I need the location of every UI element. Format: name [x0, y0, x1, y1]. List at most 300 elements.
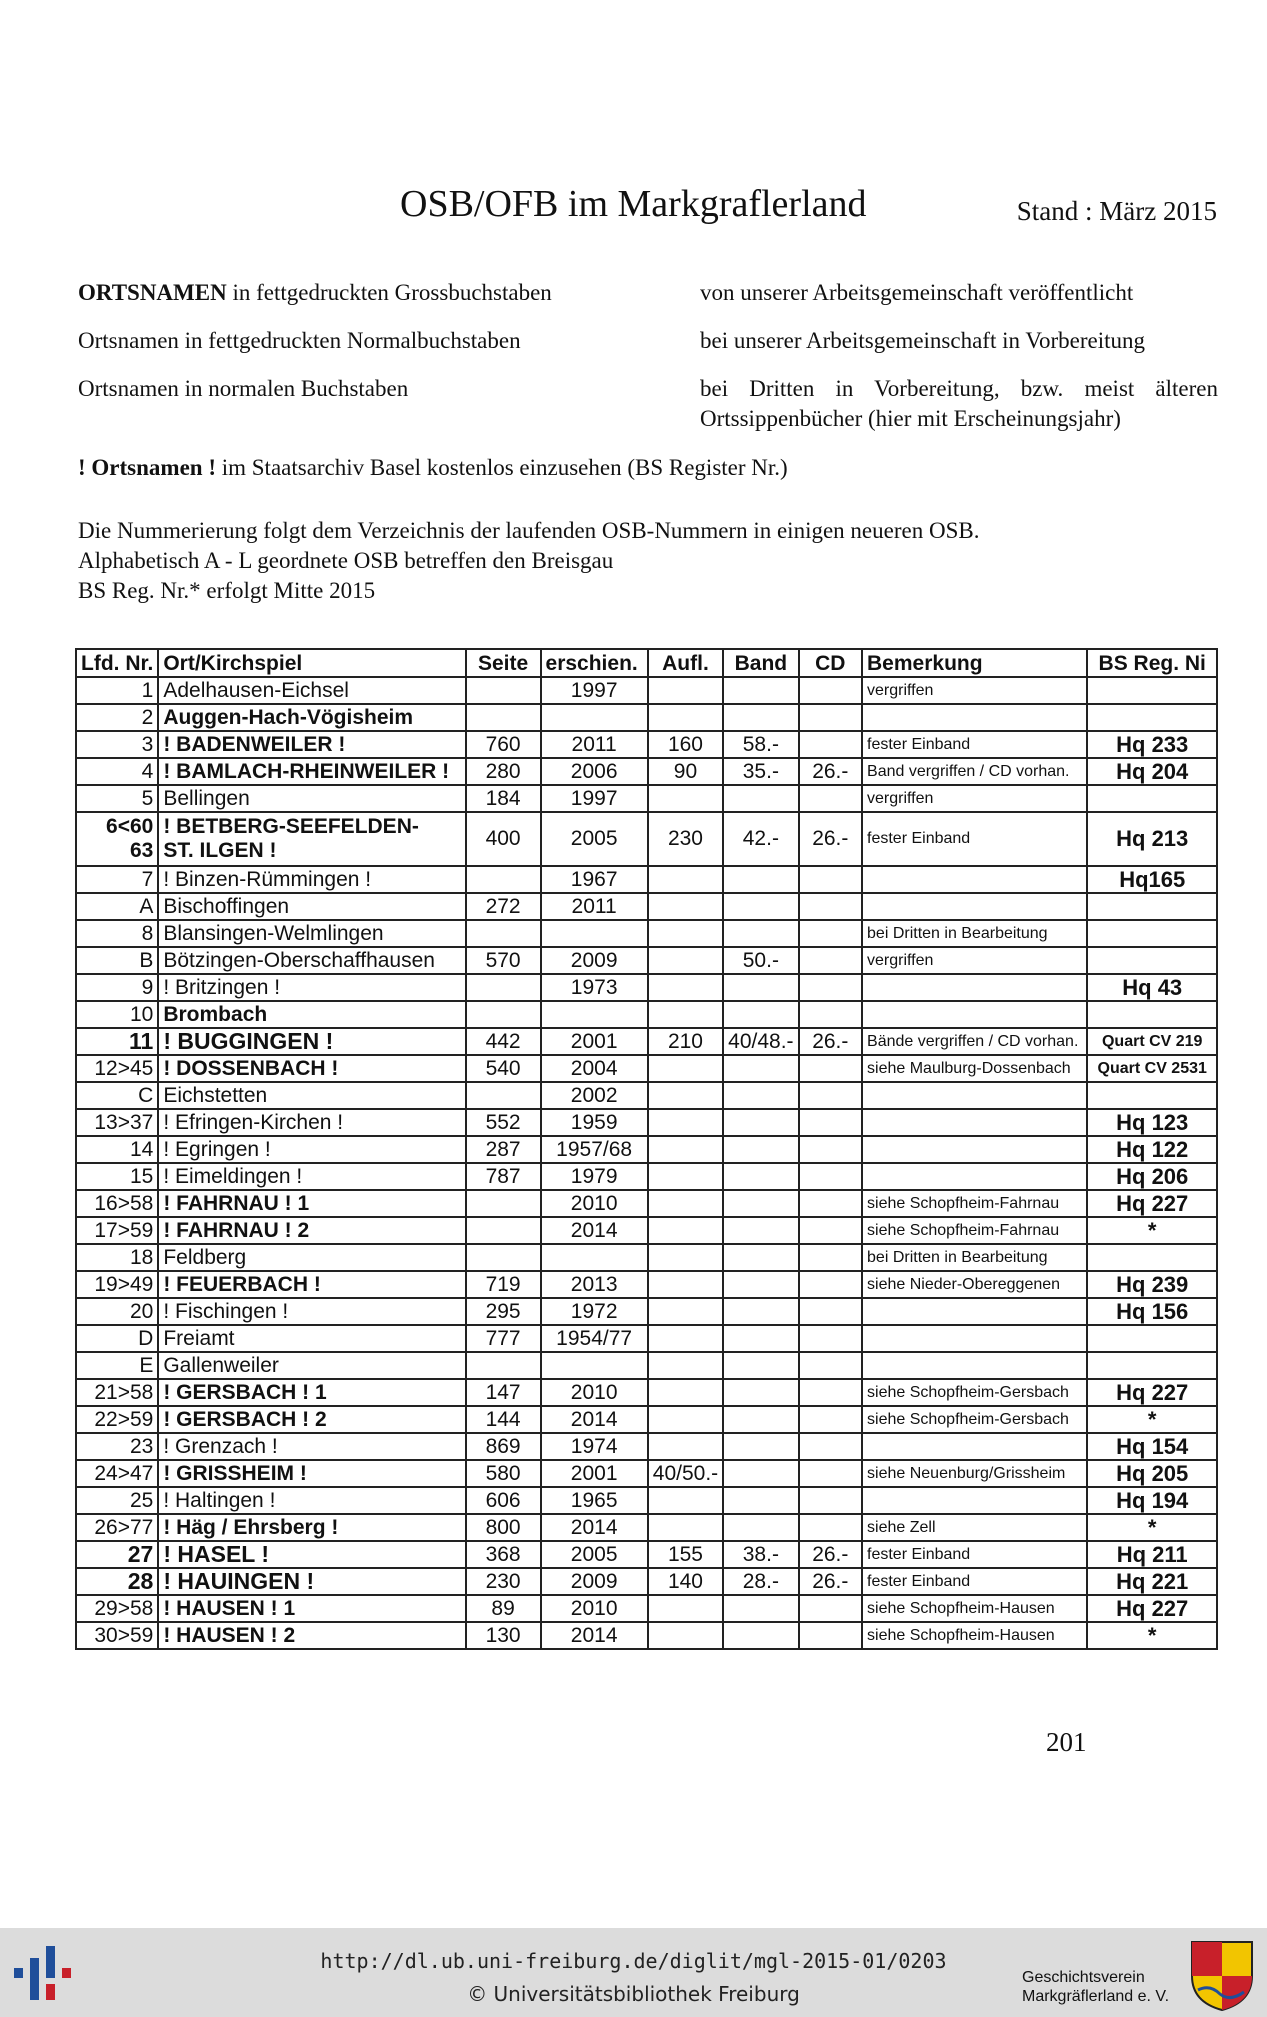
- cell-bemerkung: Band vergriffen / CD vorhan.: [862, 758, 1087, 785]
- cell-lfd: 16>58: [76, 1190, 158, 1217]
- cell-cd: [799, 1244, 862, 1271]
- cell-aufl: [648, 1055, 723, 1082]
- cell-bemerkung: siehe Schopfheim-Hausen: [862, 1595, 1087, 1622]
- cell-bs: Hq 204: [1087, 758, 1217, 785]
- cell-cd: [799, 1325, 862, 1352]
- cell-bemerkung: bei Dritten in Bearbeitung: [862, 1244, 1087, 1271]
- footer-copyright: © Universitätsbibliothek Freiburg: [467, 1982, 800, 2006]
- legend-row: [78, 374, 1218, 434]
- cell-bemerkung: siehe Schopfheim-Hausen: [862, 1622, 1087, 1649]
- cell-aufl: [648, 1136, 723, 1163]
- cell-lfd: 8: [76, 920, 158, 947]
- header-aufl: Aufl.: [648, 649, 723, 677]
- cell-aufl: [648, 785, 723, 812]
- cell-seite: 442: [466, 1028, 541, 1055]
- cell-bemerkung: fester Einband: [862, 812, 1087, 866]
- cell-seite: 130: [466, 1622, 541, 1649]
- cell-lfd: 1: [76, 677, 158, 704]
- bs-note-bold: ! Ortsnamen !: [78, 455, 216, 480]
- cell-bs: [1087, 920, 1217, 947]
- cell-erschienen: 1967: [541, 866, 648, 893]
- cell-lfd: 27: [76, 1541, 158, 1568]
- cell-aufl: [648, 1190, 723, 1217]
- cell-cd: [799, 1298, 862, 1325]
- cell-aufl: [648, 1514, 723, 1541]
- cell-cd: [799, 731, 862, 758]
- cell-bs: Quart CV 2531: [1087, 1055, 1217, 1082]
- cell-band: [723, 1487, 798, 1514]
- cell-erschienen: 2001: [541, 1460, 648, 1487]
- cell-erschienen: [541, 1244, 648, 1271]
- cell-bemerkung: vergriffen: [862, 947, 1087, 974]
- cell-ort: ! FEUERBACH !: [158, 1271, 465, 1298]
- intro-line: Alphabetisch A - L geordnete OSB betreffen den Breisgau: [78, 548, 614, 573]
- cell-bs: *: [1087, 1514, 1217, 1541]
- cell-erschienen: 1957/68: [541, 1136, 648, 1163]
- cell-ort: Bischoffingen: [158, 893, 465, 920]
- cell-erschienen: 2011: [541, 731, 648, 758]
- intro-line: Die Nummerierung folgt dem Verzeichnis der laufenden OSB-Nummern in einigen neueren OSB.: [78, 518, 980, 543]
- cell-ort: ! HAUINGEN !: [158, 1568, 465, 1595]
- cell-ort: ! HAUSEN ! 1: [158, 1595, 465, 1622]
- cell-cd: [799, 1622, 862, 1649]
- cell-seite: 147: [466, 1379, 541, 1406]
- cell-ort: ! GRISSHEIM !: [158, 1460, 465, 1487]
- society-crest-icon: [1190, 1940, 1254, 2012]
- cell-cd: [799, 785, 862, 812]
- cell-bemerkung: [862, 1433, 1087, 1460]
- cell-band: [723, 920, 798, 947]
- cell-bemerkung: siehe Neuenburg/Grissheim: [862, 1460, 1087, 1487]
- cell-aufl: [648, 1595, 723, 1622]
- cell-aufl: [648, 947, 723, 974]
- cell-bs: Hq 206: [1087, 1163, 1217, 1190]
- cell-erschienen: 2009: [541, 947, 648, 974]
- cell-bemerkung: [862, 866, 1087, 893]
- cell-ort: Freiamt: [158, 1325, 465, 1352]
- cell-bemerkung: siehe Schopfheim-Fahrnau: [862, 1190, 1087, 1217]
- table-row: [76, 1406, 1217, 1433]
- cell-erschienen: 1974: [541, 1433, 648, 1460]
- cell-bs: *: [1087, 1622, 1217, 1649]
- cell-bs: [1087, 1352, 1217, 1379]
- cell-ort: ! HASEL !: [158, 1541, 465, 1568]
- cell-bs: Hq165: [1087, 866, 1217, 893]
- cell-bs: Quart CV 219: [1087, 1028, 1217, 1055]
- cell-ort: Bellingen: [158, 785, 465, 812]
- table-row: [76, 1028, 1217, 1055]
- table-row: [76, 731, 1217, 758]
- cell-band: 50.-: [723, 947, 798, 974]
- legend: [78, 278, 1218, 434]
- cell-cd: [799, 1055, 862, 1082]
- status-date: Stand : März 2015: [1016, 196, 1217, 226]
- table-row: [76, 1352, 1217, 1379]
- cell-ort: Adelhausen-Eichsel: [158, 677, 465, 704]
- cell-bemerkung: [862, 1163, 1087, 1190]
- cell-ort-line: ST. ILGEN !: [163, 839, 277, 862]
- cell-band: [723, 1622, 798, 1649]
- cell-aufl: [648, 1109, 723, 1136]
- cell-band: 40/48.-: [723, 1028, 798, 1055]
- cell-lfd: 3: [76, 731, 158, 758]
- cell-lfd: 22>59: [76, 1406, 158, 1433]
- cell-aufl: 140: [648, 1568, 723, 1595]
- cell-seite: 280: [466, 758, 541, 785]
- cell-bs: [1087, 704, 1217, 731]
- page-number: 201: [1046, 1727, 1087, 1757]
- cell-aufl: [648, 1325, 723, 1352]
- cell-seite: 760: [466, 731, 541, 758]
- cell-aufl: [648, 1217, 723, 1244]
- cell-seite: 287: [466, 1136, 541, 1163]
- cell-bs: [1087, 785, 1217, 812]
- table-row: [76, 785, 1217, 812]
- cell-cd: [799, 1271, 862, 1298]
- cell-ort: ! GERSBACH ! 2: [158, 1406, 465, 1433]
- legend-meaning: bei unserer Arbeitsgemeinschaft in Vorbereitung: [700, 328, 1145, 353]
- header-seite: Seite: [466, 649, 541, 677]
- intro-text: [78, 516, 979, 606]
- cell-erschienen: 2014: [541, 1514, 648, 1541]
- cell-lfd: [76, 812, 158, 866]
- cell-aufl: [648, 1082, 723, 1109]
- cell-bemerkung: siehe Schopfheim-Gersbach: [862, 1379, 1087, 1406]
- cell-lfd: 20: [76, 1298, 158, 1325]
- cell-erschienen: 2005: [541, 1541, 648, 1568]
- cell-erschienen: 2005: [541, 812, 648, 866]
- cell-cd: [799, 1163, 862, 1190]
- cell-seite: 869: [466, 1433, 541, 1460]
- cell-ort: ! BAMLACH-RHEINWEILER !: [158, 758, 465, 785]
- cell-band: 42.-: [723, 812, 798, 866]
- cell-aufl: [648, 677, 723, 704]
- cell-band: [723, 1244, 798, 1271]
- table-row: [76, 812, 1217, 866]
- cell-cd: 26.-: [799, 758, 862, 785]
- cell-erschienen: 2011: [541, 893, 648, 920]
- cell-ort: Feldberg: [158, 1244, 465, 1271]
- cell-band: [723, 1406, 798, 1433]
- cell-cd: [799, 920, 862, 947]
- cell-band: [723, 1379, 798, 1406]
- cell-band: [723, 1082, 798, 1109]
- legend-key-bold: ORTSNAMEN: [78, 280, 227, 305]
- cell-band: 35.-: [723, 758, 798, 785]
- cell-erschienen: 2014: [541, 1406, 648, 1433]
- cell-bs: [1087, 947, 1217, 974]
- cell-seite: 295: [466, 1298, 541, 1325]
- table-row: [76, 1082, 1217, 1109]
- cell-bs: Hq 194: [1087, 1487, 1217, 1514]
- cell-ort: ! DOSSENBACH !: [158, 1055, 465, 1082]
- cell-seite: 777: [466, 1325, 541, 1352]
- cell-seite: [466, 1244, 541, 1271]
- cell-bs: Hq 205: [1087, 1460, 1217, 1487]
- cell-bemerkung: siehe Maulburg-Dossenbach: [862, 1055, 1087, 1082]
- cell-aufl: 90: [648, 758, 723, 785]
- cell-aufl: [648, 1433, 723, 1460]
- cell-seite: 144: [466, 1406, 541, 1433]
- cell-bemerkung: [862, 1487, 1087, 1514]
- cell-band: [723, 1109, 798, 1136]
- cell-aufl: 155: [648, 1541, 723, 1568]
- cell-ort: ! Fischingen !: [158, 1298, 465, 1325]
- cell-lfd: C: [76, 1082, 158, 1109]
- cell-erschienen: 1973: [541, 974, 648, 1001]
- table-row: [76, 1460, 1217, 1487]
- table-row: [76, 1190, 1217, 1217]
- cell-cd: [799, 1406, 862, 1433]
- cell-erschienen: [541, 1352, 648, 1379]
- cell-ort: ! FAHRNAU ! 1: [158, 1190, 465, 1217]
- cell-cd: [799, 1379, 862, 1406]
- cell-band: [723, 866, 798, 893]
- cell-aufl: [648, 974, 723, 1001]
- cell-erschienen: 2013: [541, 1271, 648, 1298]
- cell-seite: 800: [466, 1514, 541, 1541]
- table-row: [76, 947, 1217, 974]
- cell-ort: Eichstetten: [158, 1082, 465, 1109]
- cell-band: [723, 1163, 798, 1190]
- cell-cd: [799, 1352, 862, 1379]
- cell-aufl: [648, 1622, 723, 1649]
- cell-lfd: 2: [76, 704, 158, 731]
- cell-erschienen: 1972: [541, 1298, 648, 1325]
- cell-erschienen: [541, 1001, 648, 1028]
- cell-seite: [466, 1082, 541, 1109]
- cell-cd: 26.-: [799, 1541, 862, 1568]
- cell-cd: 26.-: [799, 1028, 862, 1055]
- table-row: [76, 1514, 1217, 1541]
- cell-cd: 26.-: [799, 812, 862, 866]
- cell-aufl: [648, 1271, 723, 1298]
- cell-cd: [799, 704, 862, 731]
- cell-band: [723, 1217, 798, 1244]
- cell-band: [723, 1514, 798, 1541]
- cell-ort: ! Egringen !: [158, 1136, 465, 1163]
- cell-seite: [466, 1001, 541, 1028]
- cell-bemerkung: [862, 1352, 1087, 1379]
- cell-aufl: [648, 893, 723, 920]
- cell-ort: ! Haltingen !: [158, 1487, 465, 1514]
- cell-band: [723, 785, 798, 812]
- cell-band: [723, 1190, 798, 1217]
- table-row: [76, 1001, 1217, 1028]
- cell-band: [723, 1460, 798, 1487]
- cell-lfd: 5: [76, 785, 158, 812]
- cell-seite: [466, 1190, 541, 1217]
- cell-aufl: [648, 1379, 723, 1406]
- table-row: [76, 920, 1217, 947]
- cell-seite: 400: [466, 812, 541, 866]
- cell-erschienen: 2010: [541, 1379, 648, 1406]
- table-row: [76, 1325, 1217, 1352]
- cell-ort: Gallenweiler: [158, 1352, 465, 1379]
- cell-lfd: B: [76, 947, 158, 974]
- cell-bs: Hq 227: [1087, 1595, 1217, 1622]
- cell-seite: [466, 866, 541, 893]
- cell-bs: *: [1087, 1217, 1217, 1244]
- cell-erschienen: 2010: [541, 1190, 648, 1217]
- cell-aufl: [648, 1352, 723, 1379]
- cell-band: [723, 1055, 798, 1082]
- cell-lfd: 18: [76, 1244, 158, 1271]
- cell-bs: Hq 43: [1087, 974, 1217, 1001]
- cell-bs: Hq 213: [1087, 812, 1217, 866]
- table-row: [76, 866, 1217, 893]
- osb-table: [75, 648, 1218, 1650]
- cell-erschienen: 2004: [541, 1055, 648, 1082]
- table-row: [76, 1541, 1217, 1568]
- cell-erschienen: 1959: [541, 1109, 648, 1136]
- cell-aufl: [648, 1001, 723, 1028]
- table-row: [76, 1379, 1217, 1406]
- cell-erschienen: 1965: [541, 1487, 648, 1514]
- cell-bs: Hq 122: [1087, 1136, 1217, 1163]
- cell-bs: [1087, 677, 1217, 704]
- cell-lfd: 24>47: [76, 1460, 158, 1487]
- cell-bemerkung: [862, 1325, 1087, 1352]
- cell-bemerkung: [862, 1136, 1087, 1163]
- intro-line: BS Reg. Nr.* erfolgt Mitte 2015: [78, 578, 376, 603]
- cell-erschienen: 2002: [541, 1082, 648, 1109]
- legend-key: [78, 278, 700, 308]
- cell-erschienen: 1997: [541, 785, 648, 812]
- cell-band: [723, 677, 798, 704]
- cell-band: [723, 704, 798, 731]
- cell-cd: [799, 1487, 862, 1514]
- cell-band: 28.-: [723, 1568, 798, 1595]
- cell-lfd: 30>59: [76, 1622, 158, 1649]
- cell-lfd: 29>58: [76, 1595, 158, 1622]
- cell-seite: 580: [466, 1460, 541, 1487]
- cell-bs: Hq 227: [1087, 1379, 1217, 1406]
- cell-bemerkung: [862, 1082, 1087, 1109]
- cell-ort: ! FAHRNAU ! 2: [158, 1217, 465, 1244]
- cell-bemerkung: [862, 1001, 1087, 1028]
- cell-band: [723, 1298, 798, 1325]
- cell-lfd: 26>77: [76, 1514, 158, 1541]
- cell-seite: 272: [466, 893, 541, 920]
- legend-meaning: bei Dritten in Vorbereitung, bzw. meist älteren Ortssippenbücher (hier mit Erscheinungsjahr): [700, 376, 1218, 431]
- cell-lfd: 28: [76, 1568, 158, 1595]
- cell-bemerkung: fester Einband: [862, 731, 1087, 758]
- cell-ort: ! BUGGINGEN !: [158, 1028, 465, 1055]
- footer: [0, 1928, 1267, 2017]
- cell-seite: 719: [466, 1271, 541, 1298]
- cell-ort: ! BADENWEILER !: [158, 731, 465, 758]
- cell-cd: [799, 1082, 862, 1109]
- table-row: [76, 974, 1217, 1001]
- page-title: OSB/OFB im Markgraflerland: [400, 183, 867, 225]
- header-bemerkung: Bemerkung: [862, 649, 1087, 677]
- table-row: [76, 1622, 1217, 1649]
- cell-ort: Auggen-Hach-Vögisheim: [158, 704, 465, 731]
- cell-bs: Hq 239: [1087, 1271, 1217, 1298]
- cell-lfd: 11: [76, 1028, 158, 1055]
- cell-bs: [1087, 1244, 1217, 1271]
- society-line: Geschichtsverein: [1022, 1969, 1145, 1986]
- cell-lfd-line: 63: [129, 839, 154, 862]
- cell-bs: Hq 156: [1087, 1298, 1217, 1325]
- cell-seite: 552: [466, 1109, 541, 1136]
- table-row: [76, 893, 1217, 920]
- cell-band: 58.-: [723, 731, 798, 758]
- cell-band: [723, 1433, 798, 1460]
- cell-bemerkung: siehe Schopfheim-Gersbach: [862, 1406, 1087, 1433]
- cell-cd: [799, 866, 862, 893]
- cell-cd: 26.-: [799, 1568, 862, 1595]
- cell-lfd-line: 6<60: [106, 815, 154, 838]
- table-row: [76, 1298, 1217, 1325]
- cell-lfd: 25: [76, 1487, 158, 1514]
- table-header-row: [76, 649, 1217, 677]
- cell-cd: [799, 947, 862, 974]
- cell-aufl: [648, 1298, 723, 1325]
- cell-seite: 230: [466, 1568, 541, 1595]
- table-row: [76, 1433, 1217, 1460]
- cell-cd: [799, 1595, 862, 1622]
- table-row: [76, 704, 1217, 731]
- cell-lfd: 7: [76, 866, 158, 893]
- cell-ort: ! Efringen-Kirchen !: [158, 1109, 465, 1136]
- table-row: [76, 1136, 1217, 1163]
- header-bs: BS Reg. Ni: [1087, 649, 1217, 677]
- bs-note-text: im Staatsarchiv Basel kostenlos einzusehen (BS Register Nr.): [215, 455, 788, 480]
- legend-key: [78, 326, 700, 356]
- table-row: [76, 1055, 1217, 1082]
- cell-aufl: [648, 866, 723, 893]
- cell-erschienen: 2014: [541, 1622, 648, 1649]
- legend-row: [78, 326, 1218, 356]
- cell-lfd: 13>37: [76, 1109, 158, 1136]
- cell-aufl: [648, 1163, 723, 1190]
- cell-bemerkung: siehe Schopfheim-Fahrnau: [862, 1217, 1087, 1244]
- footer-url[interactable]: http://dl.ub.uni-freiburg.de/diglit/mgl-2015-01/0203: [320, 1949, 947, 1973]
- cell-cd: [799, 974, 862, 1001]
- cell-bs: *: [1087, 1406, 1217, 1433]
- cell-seite: [466, 920, 541, 947]
- cell-ort: ! Britzingen !: [158, 974, 465, 1001]
- cell-cd: [799, 677, 862, 704]
- cell-lfd: A: [76, 893, 158, 920]
- cell-ort: Blansingen-Welmlingen: [158, 920, 465, 947]
- cell-band: [723, 1325, 798, 1352]
- cell-ort: ! Häg / Ehrsberg !: [158, 1514, 465, 1541]
- header-band: Band: [723, 649, 798, 677]
- cell-lfd: E: [76, 1352, 158, 1379]
- cell-cd: [799, 1136, 862, 1163]
- society-name: [1022, 1968, 1169, 2006]
- cell-lfd: 10: [76, 1001, 158, 1028]
- cell-erschienen: 2009: [541, 1568, 648, 1595]
- cell-aufl: 160: [648, 731, 723, 758]
- cell-seite: [466, 677, 541, 704]
- cell-aufl: [648, 1406, 723, 1433]
- cell-aufl: 230: [648, 812, 723, 866]
- cell-band: [723, 893, 798, 920]
- table-row: [76, 1271, 1217, 1298]
- cell-ort: Brombach: [158, 1001, 465, 1028]
- cell-bemerkung: siehe Nieder-Obereggenen: [862, 1271, 1087, 1298]
- legend-key-text: in fettgedruckten Grossbuchstaben: [226, 280, 552, 305]
- cell-seite: 570: [466, 947, 541, 974]
- cell-aufl: [648, 1487, 723, 1514]
- cell-band: 38.-: [723, 1541, 798, 1568]
- cell-bemerkung: [862, 704, 1087, 731]
- cell-band: [723, 1271, 798, 1298]
